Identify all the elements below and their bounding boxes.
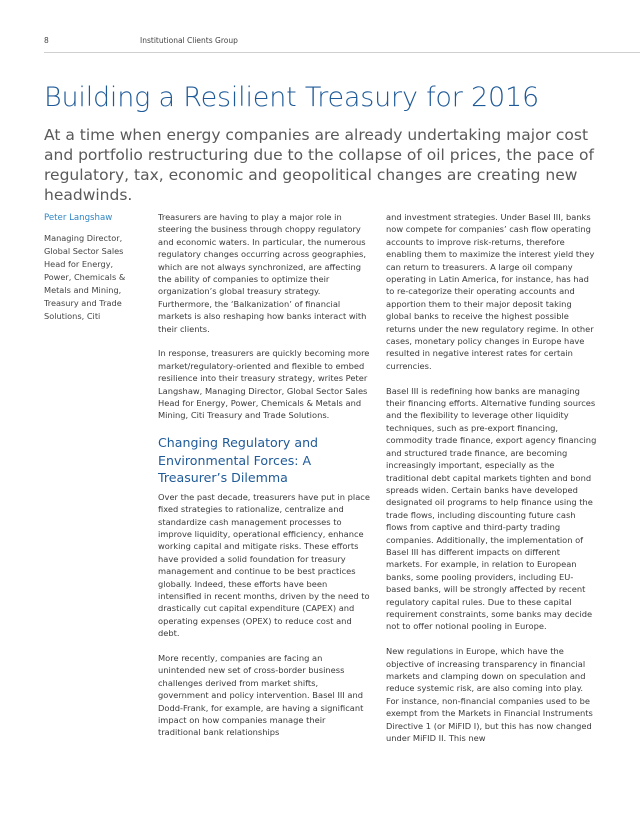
body-paragraph: Treasurers are having to play a major role in steering the business through choppy regulatory and economic waters. In particular, the numerous regulatory changes occurring across geographies, which are not always synchronized, are affecting the ability of companies to optimize their organization’s global treasury strategy. Furthermore, the ‘Balkanization’ of financial markets is also reshaping how banks interact with their clients. <box>158 212 367 334</box>
header-divider <box>44 52 640 53</box>
body-column-right <box>386 211 598 757</box>
body-paragraph: and investment strategies. Under Basel III, banks now compete for companies’ cash flow operating accounts to improve risk-returns, therefore enabling them to maximize the interest yield they can return to treasurers. A large oil company operating in Latin America, for instance, has had to re-categorize their operating accounts and apportion them to their major deposit taking global banks to receive the highest possible returns under the new regulatory regime. In other cases, monetary policy changes in Europe have resulted in negative interest rates for certain currencies. <box>386 212 595 371</box>
body-paragraph: In response, treasurers are quickly becoming more market/regulatory-oriented and flexible to embed resilience into their treasury strategy, writes Peter Langshaw, Managing Director, Global Sector Sales Head for Energy, Power, Chemicals & Metals and Mining, Citi Treasury and Trade Solutions. <box>158 348 370 421</box>
body-paragraph: More recently, companies are facing an unintended new set of cross-border business challenges derived from market shifts, government and policy intervention. Basel III and Dodd-Frank, for example, are having a significant impact on how companies manage their traditional bank relationships <box>158 653 364 738</box>
body-paragraph: Basel III is redefining how banks are managing their financing efforts. Alternative funding sources and the flexibility to leverage other liquidity techniques, such as pre-export financing, commodity trade finance, export agency financing and structured trade finance, are becoming increasingly important, especially as the traditional debt capital markets tighten and bond spreads widen. Certain banks have developed designated oil programs to help finance using the trade flows, including discounting future cash flows from captive and third-party trading companies. Additionally, the implementation of Basel III has different impacts on different markets. For example, in relation to European banks, some pooling providers, including EU-based banks, will be strongly affected by recent regulatory capital rules. Due to these capital requirement constraints, some banks may decide not to offer notional pooling in Europe. <box>386 385 597 632</box>
body-paragraph: New regulations in Europe, which have the objective of increasing transparency in financial markets and clamping down on speculation and reduce systemic risk, are also coming into play. For instance, non-financial companies used to be exempt from the Markets in Financial Instruments Directive 1 (or MiFID I), but this has now changed under MiFID II. This new <box>386 646 593 744</box>
author-sidebar <box>44 213 139 323</box>
article-title: Building a Resilient Treasury for 2016 <box>44 82 539 113</box>
article-intro: At a time when energy companies are already undertaking major cost and portfolio restructuring due to the collapse of oil prices, the pace of regulatory, tax, economic and geopolitical changes are creating new headwinds. <box>44 126 594 204</box>
author-name: Peter Langshaw <box>44 213 113 223</box>
author-role: Managing Director, Global Sector Sales Head for Energy, Power, Chemicals & Metals and Mining, Treasury and Trade Solutions, Citi <box>44 233 126 321</box>
page-number: 8 <box>44 36 49 45</box>
page-header <box>44 36 640 48</box>
running-head: Institutional Clients Group <box>140 36 238 45</box>
section-subheading: Changing Regulatory and Environmental Forces: A Treasurer’s Dilemma <box>158 435 319 486</box>
body-column-middle <box>158 211 370 751</box>
body-paragraph: Over the past decade, treasurers have put in place fixed strategies to rationalize, centralize and standardize cash management processes to improve liquidity, operational efficiency, enhance working capital and mitigate risks. These efforts have provided a solid foundation for treasury management and continue to be best practices globally. Indeed, these efforts have been intensified in recent months, driven by the need to drastically cut capital expenditure (CAPEX) and operating expenses (OPEX) to reduce cost and debt. <box>158 491 370 639</box>
